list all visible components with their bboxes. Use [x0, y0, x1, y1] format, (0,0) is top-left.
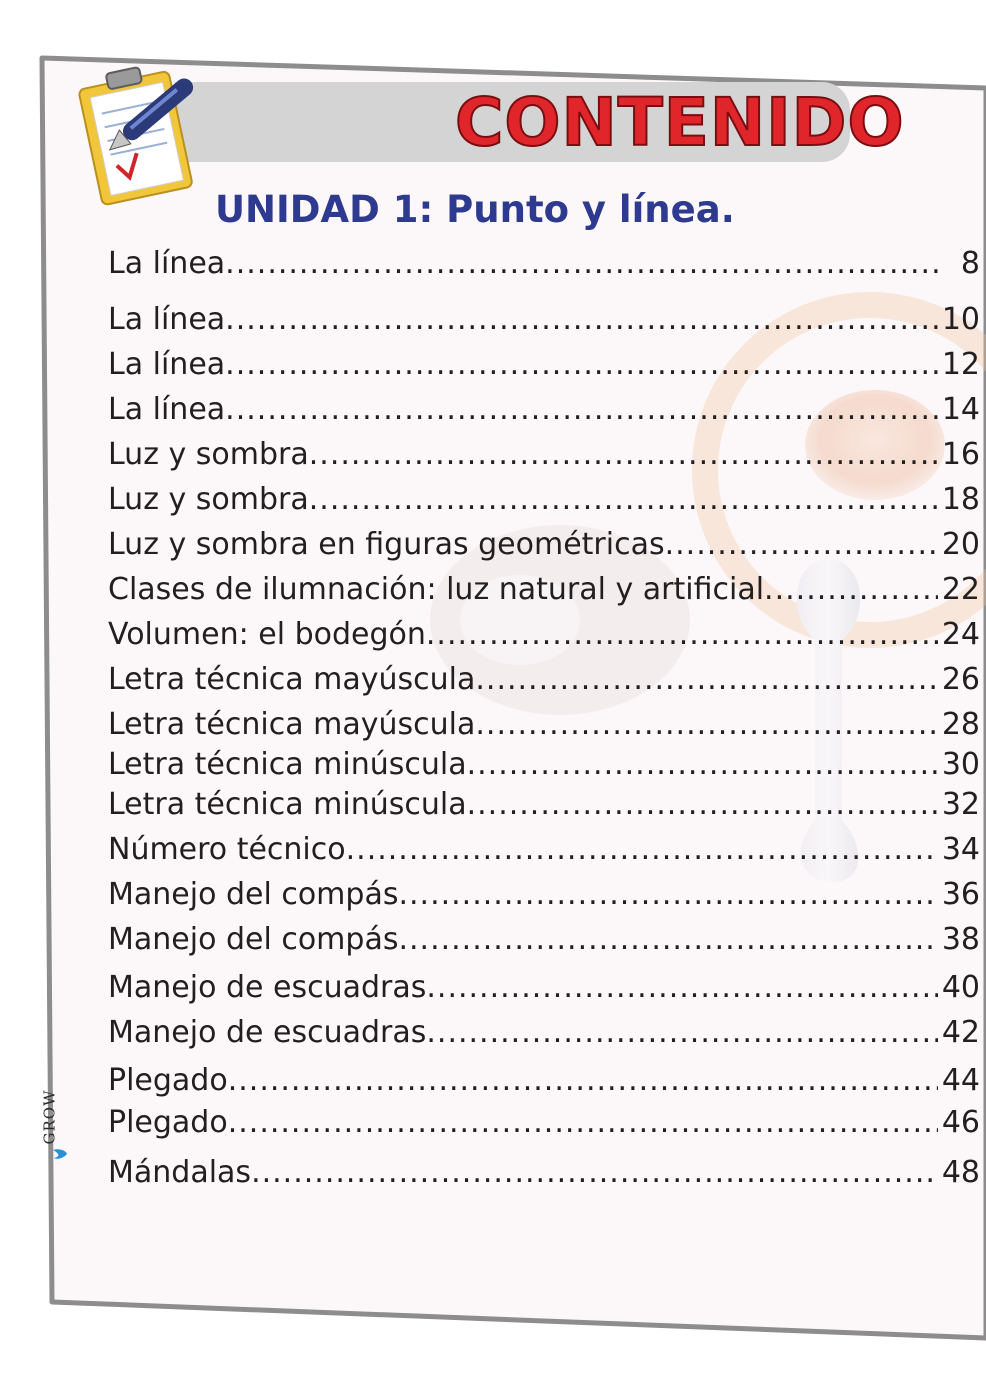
toc-entry-title: La línea: [108, 347, 226, 382]
toc-page-number: 10: [941, 302, 980, 337]
toc-entry[interactable]: [108, 832, 980, 868]
toc-entry[interactable]: [108, 527, 980, 563]
toc-entry[interactable]: [108, 392, 980, 428]
toc-leader-dots: [225, 347, 938, 383]
toc-entry-title: Plegado: [108, 1105, 228, 1140]
publisher-logo: [40, 1078, 74, 1160]
toc-entry-title: Letra técnica minúscula: [108, 747, 467, 782]
toc-page-number: 34: [941, 832, 980, 867]
toc-page-number: 30: [941, 747, 980, 782]
toc-leader-dots: [346, 832, 938, 868]
toc-leader-dots: [467, 747, 938, 783]
toc-entry[interactable]: [108, 1155, 980, 1191]
toc-entry-title: Plegado: [108, 1063, 228, 1098]
toc-entry-title: Clases de ilumnación: luz natural y artificial: [108, 572, 765, 607]
toc-leader-dots: [467, 787, 938, 823]
clipboard-pen-icon: [70, 50, 210, 210]
toc-entry[interactable]: [108, 970, 980, 1006]
toc-leader-dots: [228, 1063, 938, 1099]
toc-leader-dots: [309, 437, 938, 473]
toc-leader-dots: [426, 970, 937, 1006]
toc-entry[interactable]: [108, 747, 980, 783]
toc-page-number: 18: [941, 482, 980, 517]
toc-entry[interactable]: [108, 572, 980, 608]
toc-entry[interactable]: [108, 707, 980, 743]
toc-leader-dots: [251, 1155, 938, 1191]
toc-leader-dots: [309, 482, 938, 518]
toc-entry[interactable]: [108, 617, 980, 653]
toc-page-number: 44: [941, 1063, 980, 1098]
toc-leader-dots: [398, 922, 937, 958]
toc-page-number: 38: [941, 922, 980, 957]
toc-leader-dots: [764, 572, 938, 608]
toc-entry[interactable]: [108, 787, 980, 823]
toc-leader-dots: [228, 1105, 938, 1141]
toc-page-number: 14: [941, 392, 980, 427]
toc-entry-title: Volumen: el bodegón: [108, 617, 426, 652]
toc-page-number: 42: [941, 1015, 980, 1050]
toc-entry-title: Luz y sombra: [108, 437, 309, 472]
page-title: CONTENIDO: [455, 84, 905, 161]
toc-leader-dots: [225, 302, 938, 338]
toc-entry[interactable]: [108, 1015, 980, 1051]
toc-page-number: 40: [941, 970, 980, 1005]
toc-page-number: 28: [941, 707, 980, 742]
toc-entry-title: Mándalas: [108, 1155, 252, 1190]
toc-entry-title: Luz y sombra: [108, 482, 309, 517]
toc-leader-dots: [398, 877, 937, 913]
grow-swoosh-icon: [52, 1148, 68, 1160]
toc-page-number: 46: [941, 1105, 980, 1140]
toc-page-number: 48: [941, 1155, 980, 1190]
toc-leader-dots: [426, 1015, 937, 1051]
toc-leader-dots: [475, 662, 937, 698]
toc-page-number: 16: [941, 437, 980, 472]
toc-entry[interactable]: [108, 662, 980, 698]
toc-entry[interactable]: [108, 877, 980, 913]
toc-leader-dots: [426, 617, 938, 653]
toc-leader-dots: [225, 246, 942, 282]
toc-entry[interactable]: [108, 347, 980, 383]
toc-entry-title: Manejo de escuadras: [108, 1015, 427, 1050]
toc-entry[interactable]: [108, 302, 980, 338]
toc-page-number: 8: [960, 246, 980, 281]
toc-entry-title: Luz y sombra en figuras geométricas: [108, 527, 665, 562]
toc-page-number: 12: [941, 347, 980, 382]
toc-entry-title: Letra técnica mayúscula: [108, 707, 476, 742]
toc-entry[interactable]: [108, 437, 980, 473]
publisher-name: GROW: [40, 1089, 59, 1145]
toc-entry-title: Letra técnica minúscula: [108, 787, 467, 822]
toc-page-number: 20: [941, 527, 980, 562]
toc-entry[interactable]: [108, 482, 980, 518]
toc-page-number: 24: [941, 617, 980, 652]
toc-entry-title: Manejo de escuadras: [108, 970, 427, 1005]
toc-page-number: 32: [941, 787, 980, 822]
toc-entry[interactable]: [108, 246, 980, 282]
unit-heading: UNIDAD 1: Punto y línea.: [215, 188, 735, 231]
toc-entry-title: Número técnico: [108, 832, 346, 867]
toc-leader-dots: [225, 392, 938, 428]
toc-leader-dots: [475, 707, 937, 743]
toc-entry-title: La línea: [108, 302, 226, 337]
toc-entry[interactable]: [108, 1063, 980, 1099]
toc-page-number: 36: [941, 877, 980, 912]
toc-entry[interactable]: [108, 922, 980, 958]
toc-entry-title: Manejo del compás: [108, 922, 399, 957]
toc-leader-dots: [665, 527, 938, 563]
toc-entry-title: La línea: [108, 392, 226, 427]
toc-page-number: 26: [941, 662, 980, 697]
toc-entry[interactable]: [108, 1105, 980, 1141]
toc-entry-title: La línea: [108, 246, 226, 281]
toc-entry-title: Letra técnica mayúscula: [108, 662, 476, 697]
toc-page-number: 22: [941, 572, 980, 607]
toc-entry-title: Manejo del compás: [108, 877, 399, 912]
